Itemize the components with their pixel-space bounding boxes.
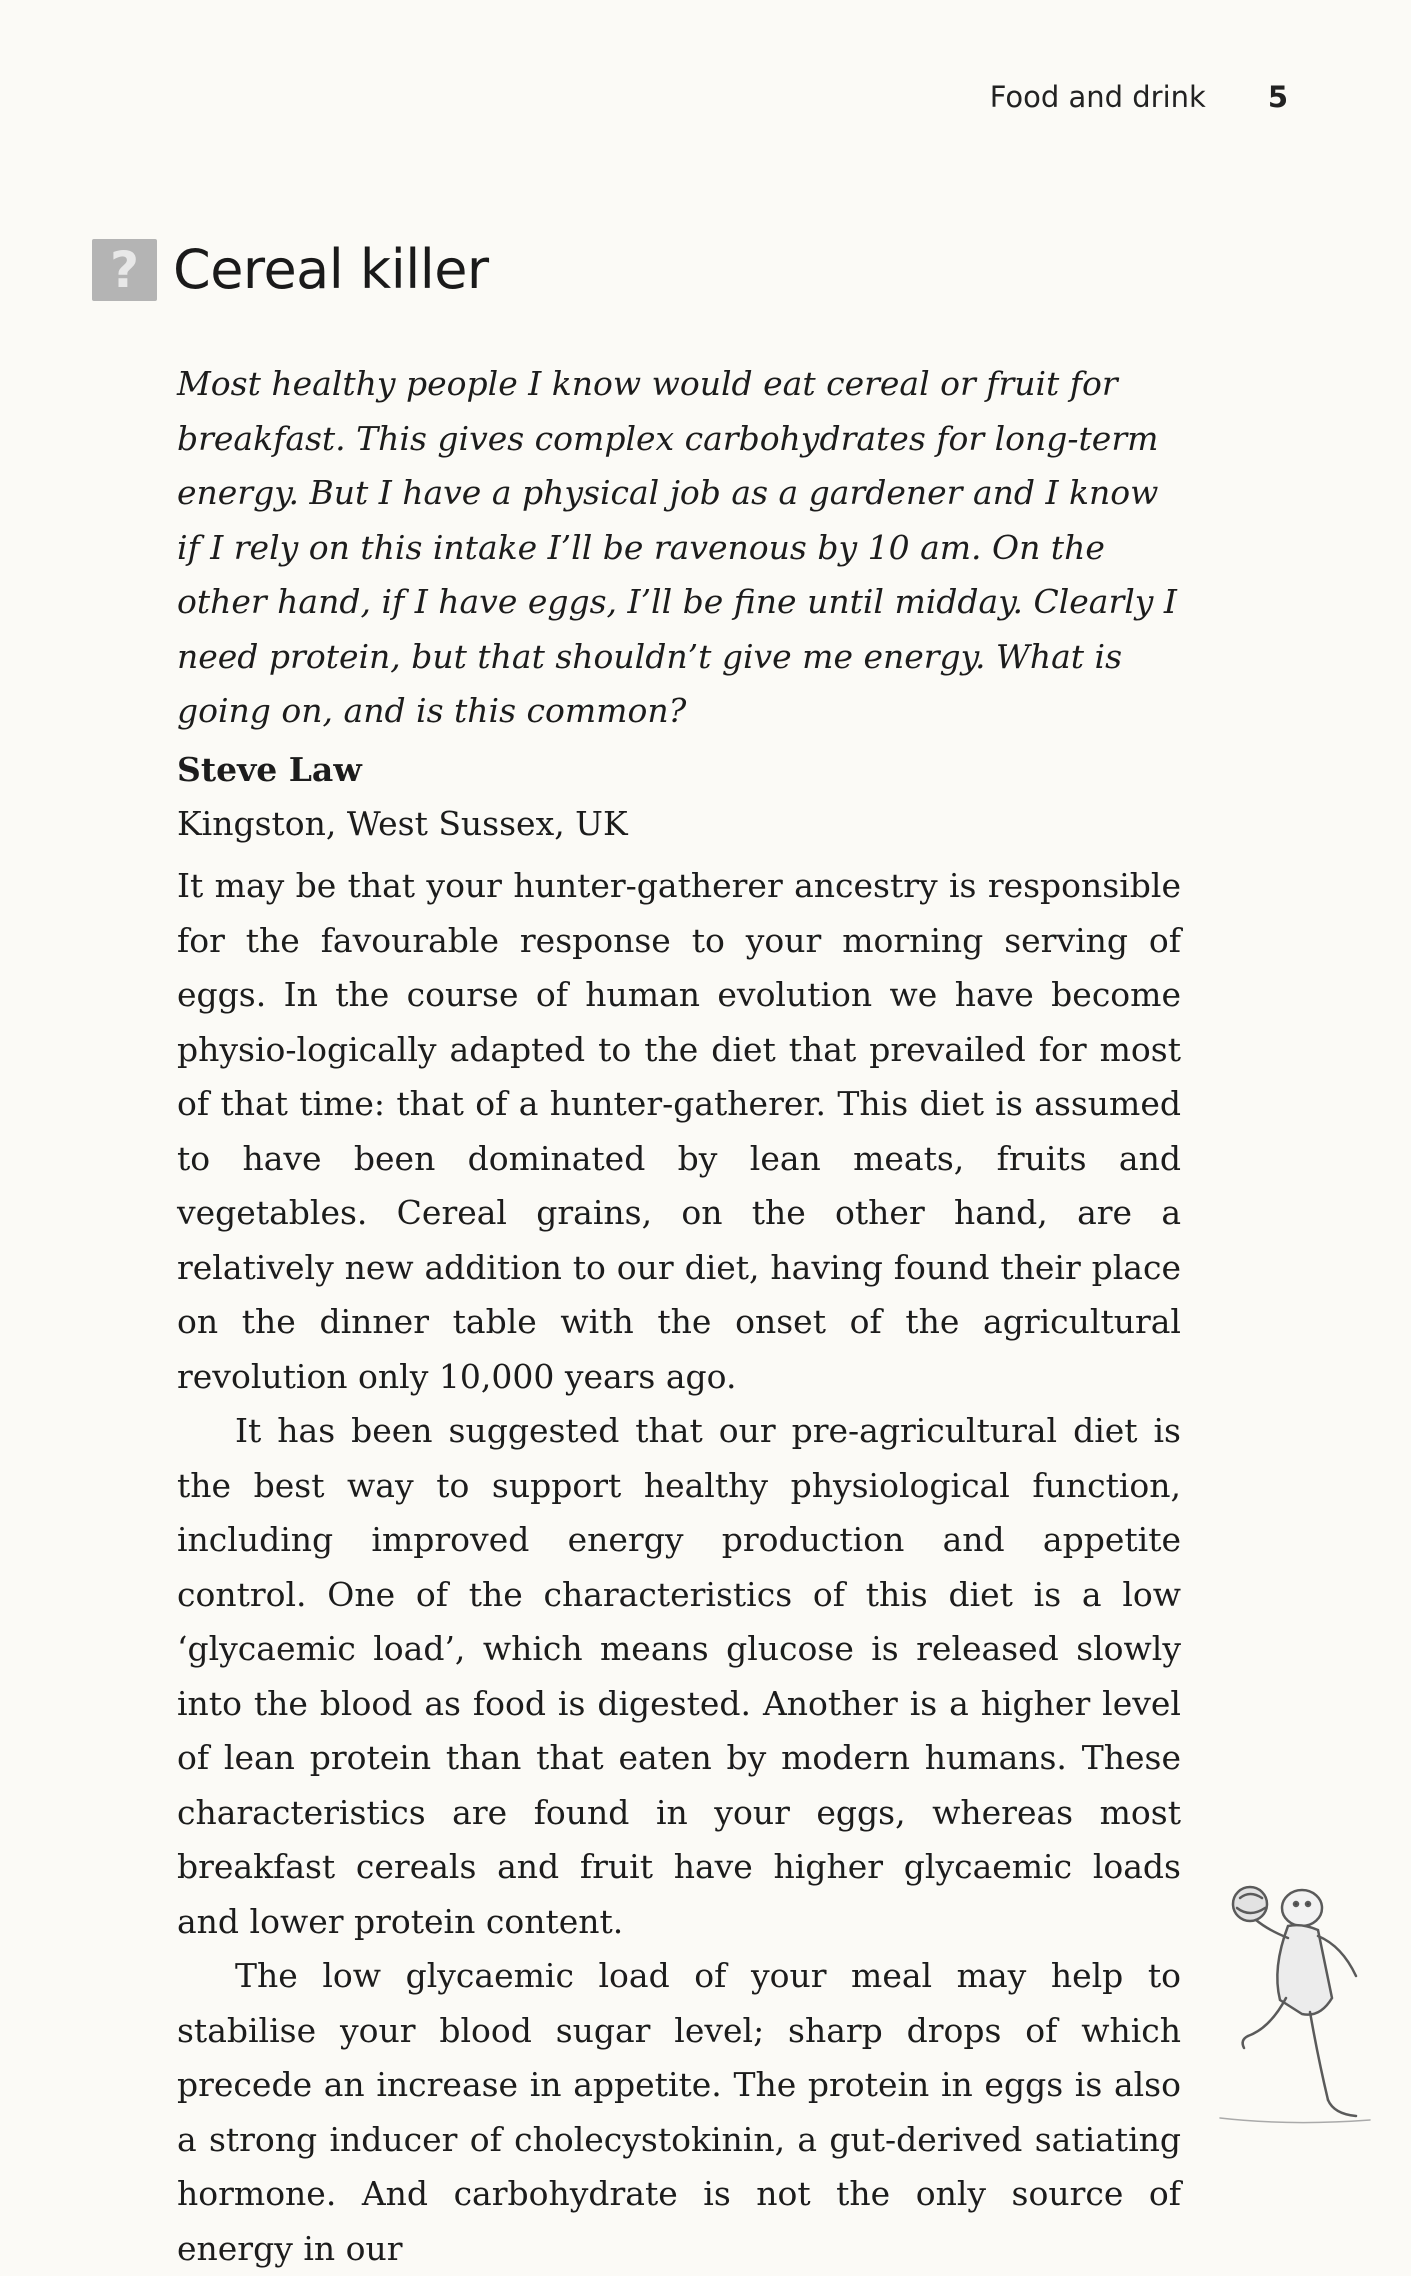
answer-paragraph: It has been suggested that our pre-agricultural diet is the best way to support healthy physiological function, including improved energy production and appetite control. One of the characteristics of this diet is a low ‘glycaemic load’, which means glucose is released slowly into the blood as food is digested. Another is a higher level of lean protein than that eaten by modern humans. These characteristics are found in your eggs, whereas most breakfast cereals and fruit have higher glycaemic loads and lower protein content.	[177, 1411, 1181, 1941]
question-mark-icon: ?	[92, 239, 157, 301]
bear-with-ball-illustration	[1210, 1868, 1380, 2128]
reader-question	[177, 357, 1177, 851]
author-location: Kingston, West Sussex, UK	[177, 803, 628, 843]
article-title-row	[92, 238, 489, 301]
page-number: 5	[1267, 80, 1288, 114]
author-name: Steve Law	[177, 749, 362, 789]
answer-paragraph: The low glycaemic load of your meal may help to stabilise your blood sugar level; sharp drops of which precede an increase in appetite. The protein in eggs is also a strong inducer of cholecystokinin, a gut-derived satiating hormone. And carbohydrate is not the only source of energy in our	[177, 1956, 1181, 2268]
page-title: Cereal killer	[173, 238, 489, 301]
running-head	[990, 80, 1288, 114]
answer-body	[177, 859, 1181, 2276]
section-title: Food and drink	[989, 80, 1206, 114]
answer-paragraph: It may be that your hunter-gatherer ancestry is responsible for the favourable response to your morning serving of eggs. In the course of human evolution we have become physio-logically adapted to the diet that prevailed for most of that time: that of a hunter-gatherer. This diet is assumed to have been dominated by lean meats, fruits and vegetables. Cereal grains, on the other hand, are a relatively new addition to our diet, having found their place on the dinner table with the onset of the agricultural revolution only 10,000 years ago.	[177, 866, 1181, 1396]
question-text: Most healthy people I know would eat cereal or fruit for breakfast. This gives complex carbohydrates for long-term energy. But I have a physical job as a gardener and I know if I rely on this intake I’ll be ravenous by 10 am. On the other hand, if I have eggs, I’ll be fine until midday. Clearly I need protein, but that shouldn’t give me energy. What is going on, and is this common?	[177, 364, 1177, 730]
